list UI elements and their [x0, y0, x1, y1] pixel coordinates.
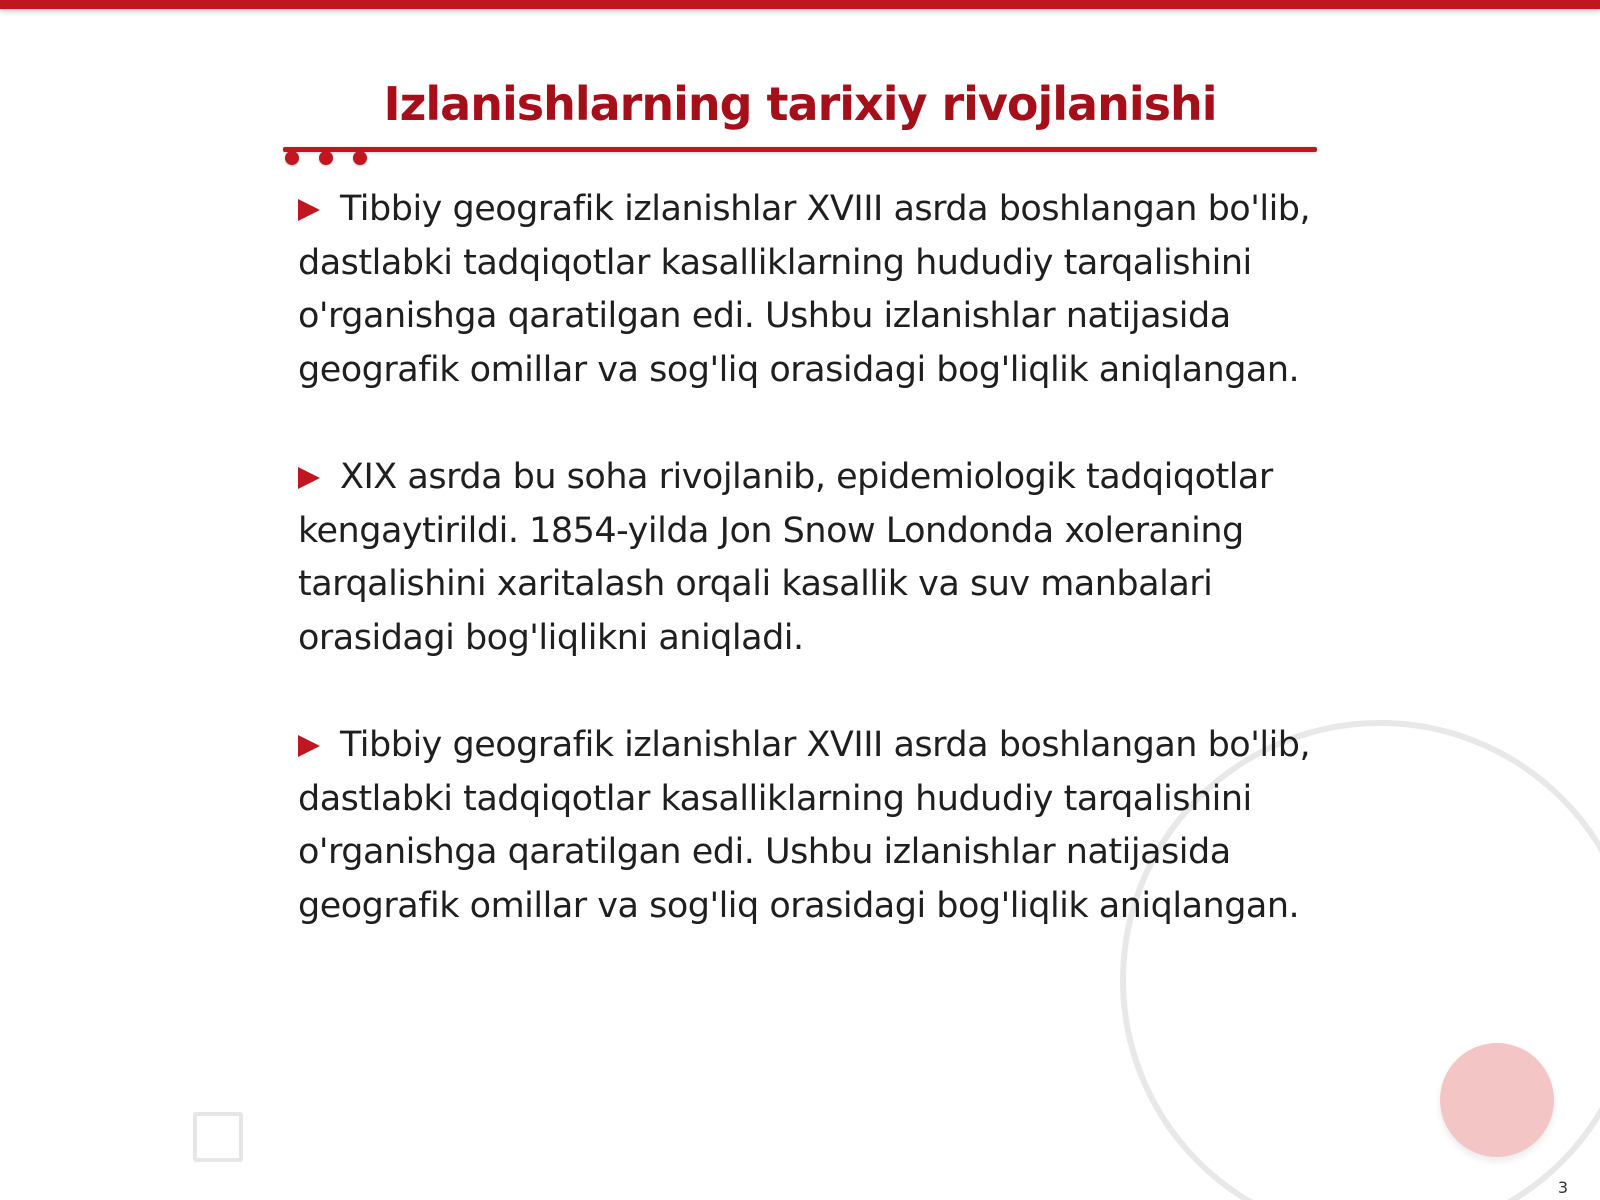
triangle-bullet-icon — [298, 199, 320, 221]
title-dot-2 — [319, 151, 333, 165]
triangle-bullet-icon — [298, 467, 320, 489]
bullet-item — [298, 183, 1318, 397]
bullet-item — [298, 719, 1318, 933]
slide-title: Izlanishlarning tarixiy rivojlanishi — [383, 77, 1217, 131]
page-number: 3 — [1557, 1178, 1568, 1197]
bullet-text: Tibbiy geografik izlanishlar XVIII asrda boshlangan bo'lib, dastlabki tadqiqotlar kasalliklarning hududiy tarqalishini o'rganishga qaratilgan edi. Ushbu izlanishlar natijasida geografik omillar va sog'liq orasidagi bog'liqlik aniqlangan. — [298, 189, 1311, 390]
title-dot-1 — [285, 151, 299, 165]
title-underline — [283, 147, 1317, 152]
top-accent-bar — [0, 0, 1600, 9]
decorative-square-outline — [193, 1112, 243, 1162]
bullet-text: Tibbiy geografik izlanishlar XVIII asrda boshlangan bo'lib, dastlabki tadqiqotlar kasalliklarning hududiy tarqalishini o'rganishga qaratilgan edi. Ushbu izlanishlar natijasida geografik omillar va sog'liq orasidagi bog'liqlik aniqlangan. — [298, 725, 1311, 926]
bullet-list — [298, 183, 1318, 987]
decorative-pink-circle — [1440, 1043, 1554, 1157]
bullet-item — [298, 451, 1318, 665]
title-dot-3 — [353, 151, 367, 165]
bullet-text: XIX asrda bu soha rivojlanib, epidemiologik tadqiqotlar kengaytirildi. 1854-yilda Jon Snow Londonda xoleraning tarqalishini xaritalash orqali kasallik va suv manbalari orasidagi bog'liqlikni aniqladi. — [298, 457, 1273, 658]
triangle-bullet-icon — [298, 735, 320, 757]
